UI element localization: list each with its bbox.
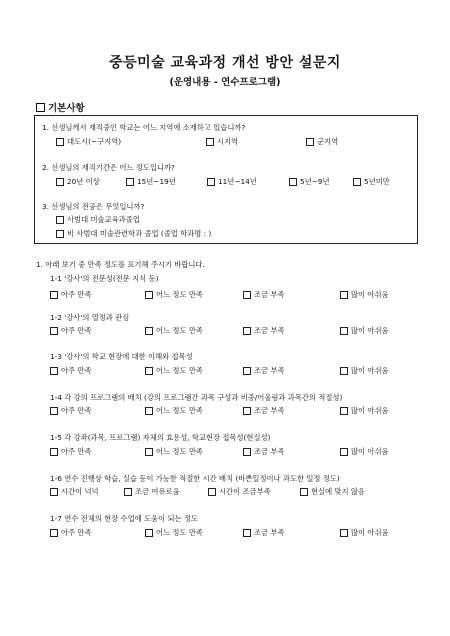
- checkbox-icon[interactable]: [340, 291, 348, 299]
- checkbox-icon[interactable]: [243, 529, 251, 537]
- checkbox-icon[interactable]: [340, 327, 348, 335]
- option[interactable]: 조금 여유로움: [124, 487, 180, 497]
- item-label: 1-2 '강사'의 열정과 관심: [50, 313, 130, 322]
- main-question: 1. 아래 보기 중 만족 정도를 표기해 주시기 바랍니다.: [36, 260, 205, 269]
- checkbox-icon[interactable]: [145, 407, 153, 415]
- option[interactable]: 시간이 조금부족: [208, 487, 271, 497]
- survey-subtitle: (운영내용 - 연수프로그램): [169, 77, 281, 88]
- basic-question-3: 3. 선생님의 전공은 무엇입니까?: [42, 202, 145, 211]
- checkbox-icon[interactable]: [289, 178, 297, 186]
- option[interactable]: 많이 아쉬움: [340, 447, 389, 457]
- option[interactable]: 어느 정도 만족: [145, 447, 203, 457]
- option[interactable]: 많이 아쉬움: [340, 406, 389, 416]
- basic-section-heading: [36, 100, 85, 114]
- item-label: 1-3 '강사'의 학교 현장에 대한 이해와 접목성: [50, 352, 193, 361]
- option[interactable]: 아주 만족: [50, 406, 92, 416]
- option[interactable]: 현실에 맞지 않음: [300, 487, 365, 497]
- checkbox-icon[interactable]: [340, 529, 348, 537]
- option[interactable]: 조금 부족: [243, 406, 285, 416]
- checkbox-icon[interactable]: [56, 138, 64, 146]
- checkbox-icon[interactable]: [50, 327, 58, 335]
- checkbox-icon[interactable]: [340, 407, 348, 415]
- checkbox-icon[interactable]: [124, 488, 132, 496]
- checkbox-icon[interactable]: [300, 488, 308, 496]
- checkbox-icon[interactable]: [208, 488, 216, 496]
- checkbox-icon[interactable]: [243, 448, 251, 456]
- checkbox-icon[interactable]: [50, 407, 58, 415]
- checkbox-icon[interactable]: [145, 291, 153, 299]
- basic-question-1: 1. 선생님께서 재직중인 학교는 어느 지역에 소재하고 있습니까?: [42, 123, 246, 132]
- option[interactable]: 어느 정도 만족: [145, 366, 203, 376]
- checkbox-icon[interactable]: [126, 178, 134, 186]
- option[interactable]: 아주 만족: [50, 290, 92, 300]
- basic-question-3-option-1: [56, 215, 396, 225]
- item-options: [50, 290, 420, 300]
- option[interactable]: 많이 아쉬움: [340, 326, 389, 336]
- checkbox-icon[interactable]: [50, 488, 58, 496]
- checkbox-icon[interactable]: [56, 178, 64, 186]
- option[interactable]: 5년미만: [353, 177, 390, 187]
- option[interactable]: 군지역: [306, 137, 338, 147]
- checkbox-icon[interactable]: [207, 178, 215, 186]
- item-options: [50, 366, 420, 376]
- checkbox-icon[interactable]: [340, 448, 348, 456]
- checkbox-icon[interactable]: [56, 230, 64, 238]
- basic-question-2: 2. 선생님의 재직기간은 어느 정도입니까?: [42, 163, 175, 172]
- survey-title: 중등미술 교육과정 개선 방안 설문지: [109, 55, 341, 71]
- checkbox-icon[interactable]: [145, 529, 153, 537]
- checkbox-icon[interactable]: [50, 448, 58, 456]
- basic-section-label: 기본사항: [48, 103, 85, 114]
- checkbox-icon[interactable]: [353, 178, 361, 186]
- item-options: [50, 447, 420, 457]
- checkbox-icon[interactable]: [145, 327, 153, 335]
- option[interactable]: 시지역: [206, 137, 238, 147]
- checkbox-icon[interactable]: [243, 407, 251, 415]
- item-label: 1-4 각 강의 프로그램의 배치 (강의 프로그램간 과목 구성과 비중/어울림과 과목간의 적절성): [50, 393, 343, 402]
- item-label: 1-6 연수 진행상 학습, 실습 등이 가능한 적절한 시간 배치 (바쁜일정이나 과도한 일정 정도): [50, 474, 340, 483]
- checkbox-icon[interactable]: [243, 327, 251, 335]
- option[interactable]: 비 사범대 미술관련학과 졸업 (졸업 학과명 : ): [56, 229, 211, 239]
- item-options: [50, 326, 420, 336]
- option[interactable]: 아주 만족: [50, 447, 92, 457]
- option[interactable]: 조금 부족: [243, 528, 285, 538]
- option[interactable]: 조금 부족: [243, 366, 285, 376]
- checkbox-icon[interactable]: [206, 138, 214, 146]
- checkbox-icon[interactable]: [145, 367, 153, 375]
- item-label: 1-7 연수 전체의 현장 수업에 도움이 되는 정도: [50, 514, 198, 523]
- option[interactable]: 아주 만족: [50, 326, 92, 336]
- item-options: [50, 406, 420, 416]
- option[interactable]: 어느 정도 만족: [145, 290, 203, 300]
- item-label: 1-5 각 강좌(과목, 프로그램) 자체의 효용성, 학교현장 접목성(현실성): [50, 433, 271, 442]
- checkbox-icon[interactable]: [145, 448, 153, 456]
- basic-question-1-options: [56, 137, 416, 147]
- option[interactable]: 15년~19년: [126, 177, 176, 187]
- option[interactable]: 많이 아쉬움: [340, 290, 389, 300]
- item-options: [50, 487, 420, 497]
- option[interactable]: 어느 정도 만족: [145, 326, 203, 336]
- option[interactable]: 조금 부족: [243, 290, 285, 300]
- basic-question-2-options: [56, 177, 416, 187]
- option[interactable]: 사범대 미술교육과졸업: [56, 215, 140, 225]
- option[interactable]: 어느 정도 만족: [145, 528, 203, 538]
- option[interactable]: 많이 아쉬움: [340, 366, 389, 376]
- option[interactable]: 조금 부족: [243, 326, 285, 336]
- checkbox-icon[interactable]: [243, 367, 251, 375]
- option[interactable]: 11년~14년: [207, 177, 257, 187]
- checkbox-icon[interactable]: [56, 216, 64, 224]
- item-options: [50, 528, 420, 538]
- option[interactable]: 5년~9년: [289, 177, 330, 187]
- checkbox-icon[interactable]: [306, 138, 314, 146]
- item-label: 1-1 '강사'의 전문성(전문 지식 등): [50, 274, 159, 283]
- option[interactable]: 조금 부족: [243, 447, 285, 457]
- square-icon: [36, 103, 45, 112]
- checkbox-icon[interactable]: [340, 367, 348, 375]
- checkbox-icon[interactable]: [50, 291, 58, 299]
- basic-question-3-option-2: [56, 229, 396, 239]
- checkbox-icon[interactable]: [50, 367, 58, 375]
- option[interactable]: 아주 만족: [50, 366, 92, 376]
- option[interactable]: 20년 이상: [56, 177, 100, 187]
- option[interactable]: 아주 만족: [50, 528, 92, 538]
- checkbox-icon[interactable]: [50, 529, 58, 537]
- option[interactable]: 많이 아쉬움: [340, 528, 389, 538]
- option[interactable]: 대도시(~구지역): [56, 137, 121, 147]
- option[interactable]: 어느 정도 만족: [145, 406, 203, 416]
- checkbox-icon[interactable]: [243, 291, 251, 299]
- option[interactable]: 시간이 넉넉: [50, 487, 99, 497]
